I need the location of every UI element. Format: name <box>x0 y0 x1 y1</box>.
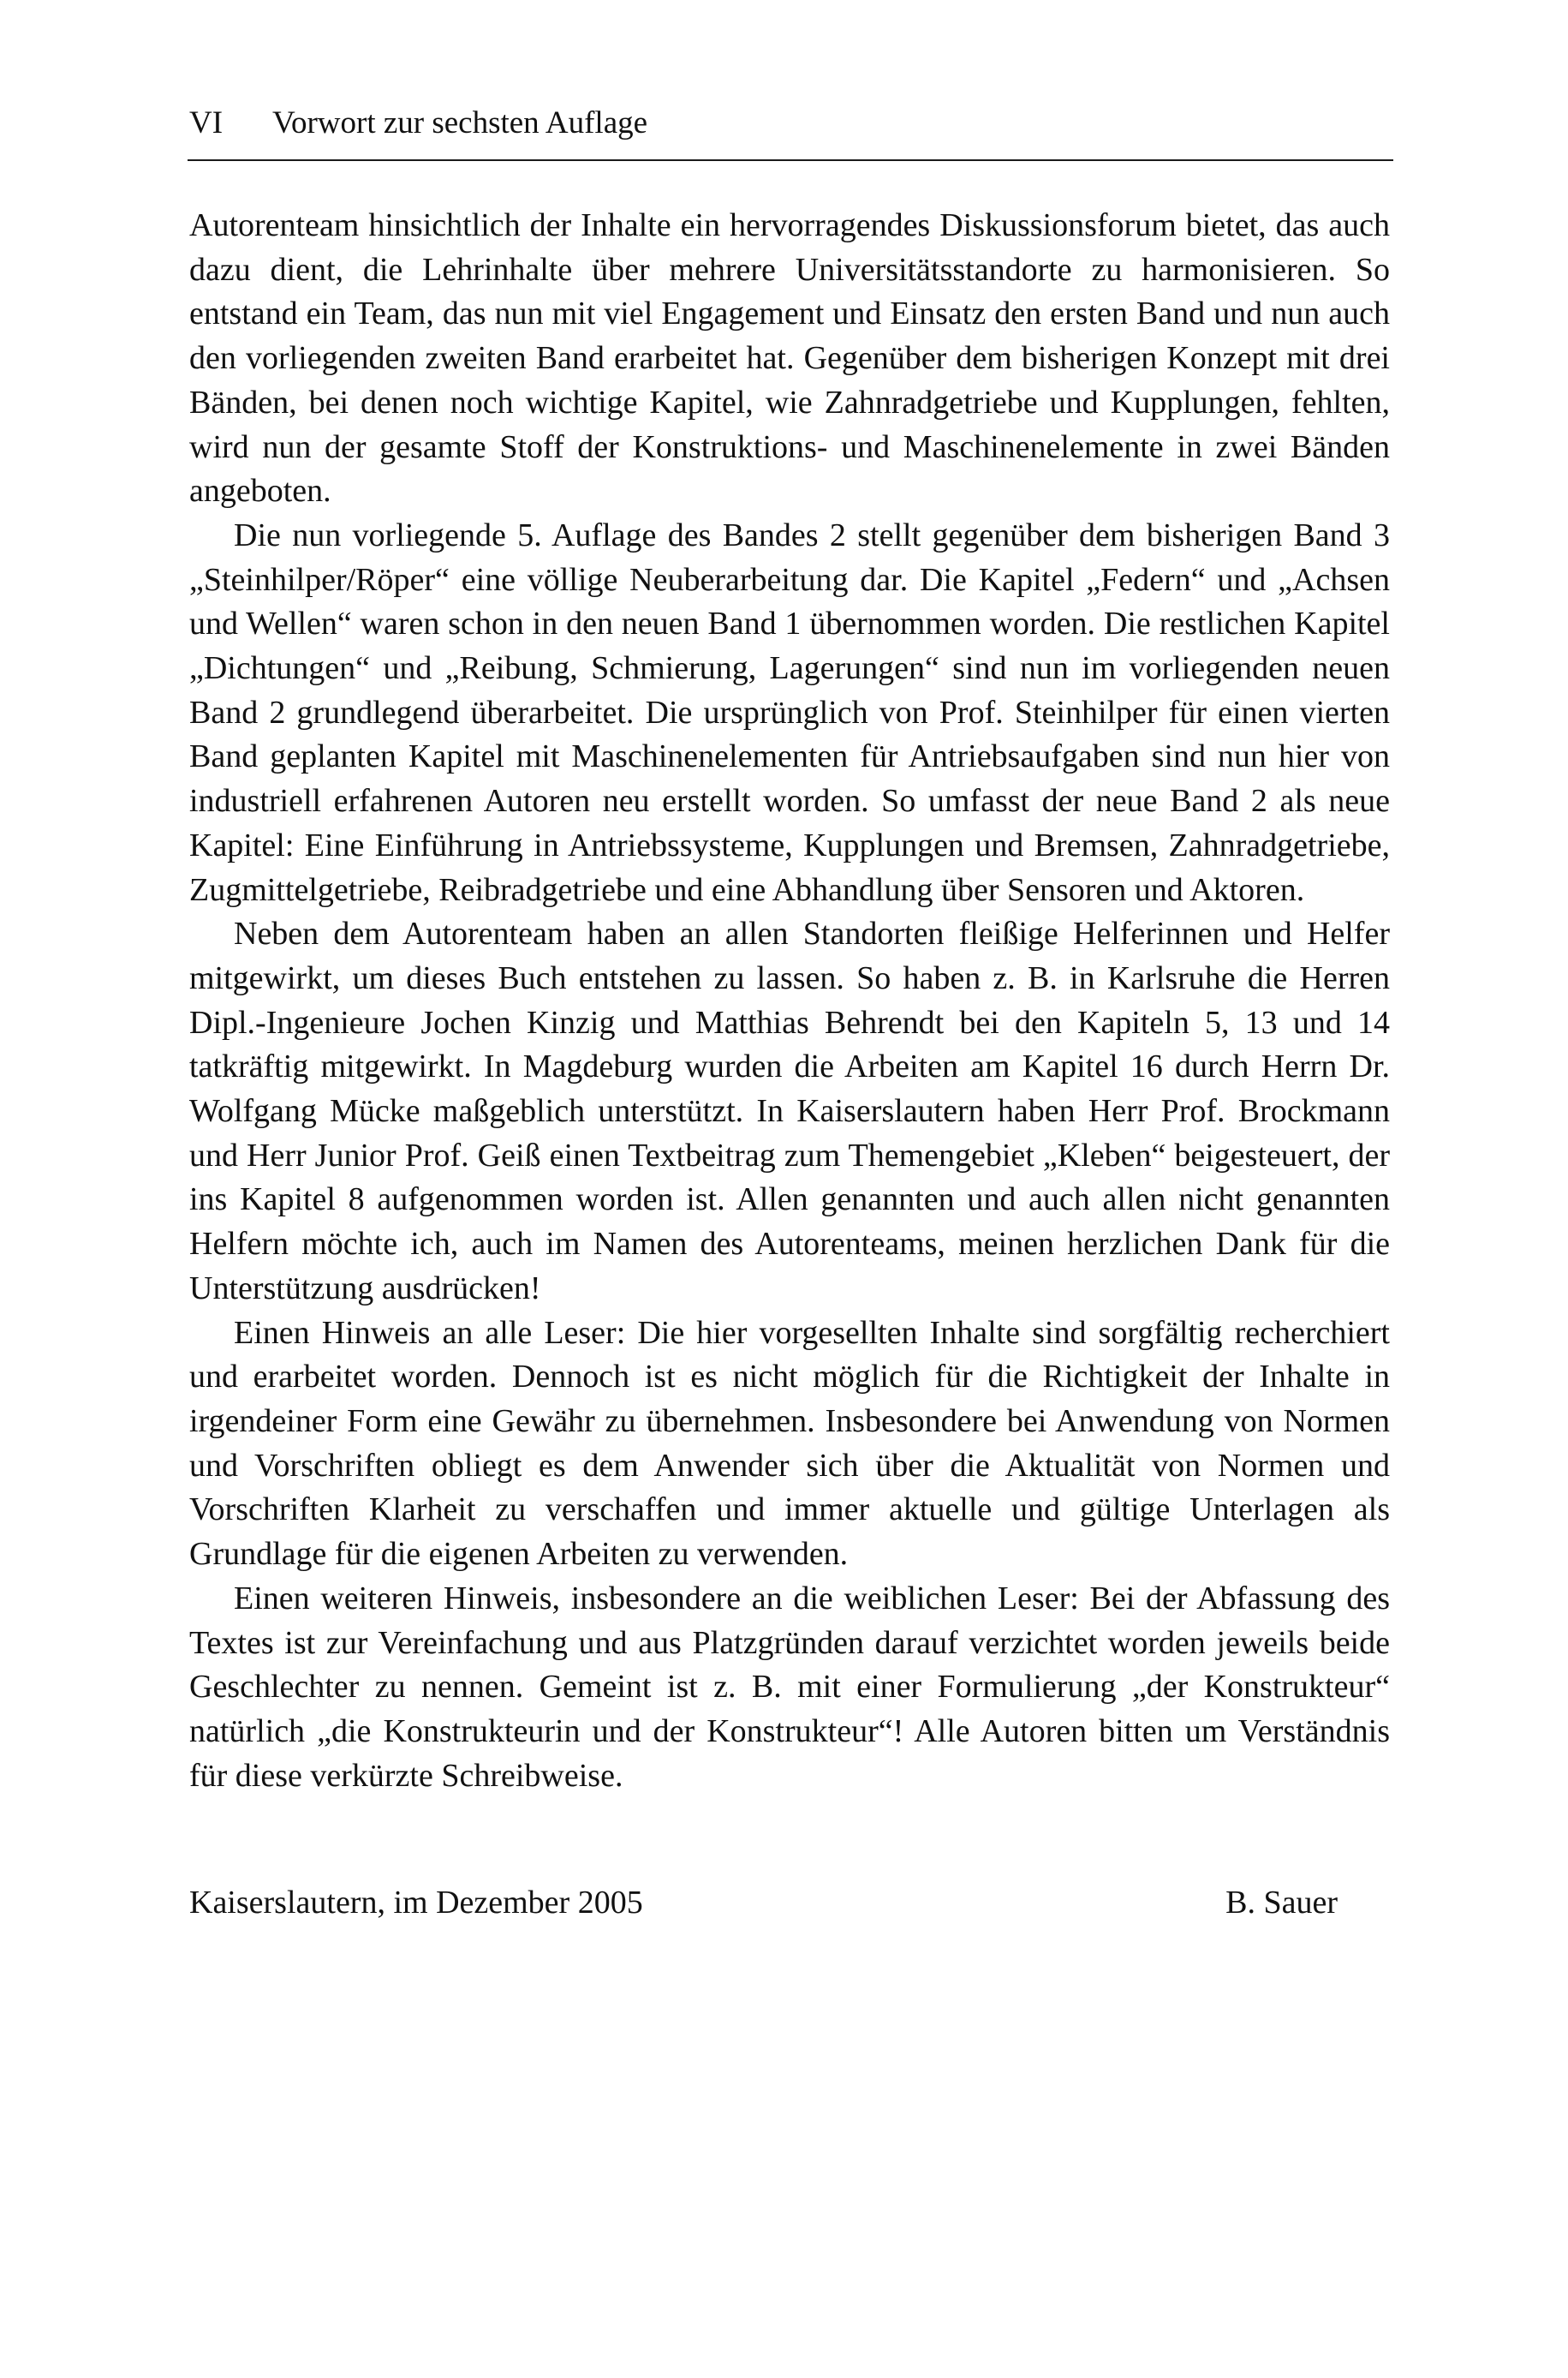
paragraph: Einen Hinweis an alle Leser: Die hier vorgesellten Inhalte sind sorgfältig recherchiert und erarbeitet worden. Dennoch ist es nicht möglich für die Richtigkeit der Inhalte in irgendeiner Form eine Gewähr zu übernehmen. Insbesondere bei Anwendung von Normen und Vorschriften obliegt es dem Anwender sich über die Aktualität von Normen und Vorschriften Klarheit zu verschaffen und immer aktuelle und gültige Unterlagen als Grundlage für die eigenen Arbeiten zu verwenden. <box>189 1314 1390 1573</box>
author-name: B. Sauer <box>1225 1885 1338 1921</box>
page-number: VI <box>189 105 224 140</box>
running-title: Vorwort zur sechsten Auflage <box>272 105 648 140</box>
signature-line <box>189 1880 1338 1925</box>
place-date: Kaiserslautern, im Dezember 2005 <box>189 1885 643 1921</box>
paragraph: Die nun vorliegende 5. Auflage des Bandes 2 stellt gegenüber dem bisherigen Band 3 „Steinhilper/Röper“ eine völlige Neuberarbeitung dar. Die Kapitel „Federn“ und „Achsen und Wellen“ waren schon in den neuen Band 1 übernommen worden. Die restlichen Kapitel „Dichtungen“ und „Reibung, Schmierung, Lagerungen“ sind nun im vorliegenden neuen Band 2 grundlegend überarbeitet. Die ursprünglich von Prof. Steinhilper für einen vierten Band geplanten Kapitel mit Maschinenelementen für Antriebsaufgaben sind nun hier von industriell erfahrenen Autoren neu erstellt worden. So umfasst der neue Band 2 als neue Kapitel: Eine Einführung in Antriebssysteme, Kupplungen und Bremsen, Zahnradgetriebe, Zugmittelgetriebe, Reibradgetriebe und eine Abhandlung über Sensoren und Aktoren. <box>189 517 1390 908</box>
running-head <box>189 105 647 142</box>
paragraph: Neben dem Autorenteam haben an allen Standorten fleißige Helferinnen und Helfer mitgewirkt, um dieses Buch entstehen zu lassen. So haben z. B. in Karlsruhe die Herren Dipl.-Ingenieure Jochen Kinzig und Matthias Behrendt bei den Kapiteln 5, 13 und 14 tatkräftig mitgewirkt. In Magdeburg wurden die Arbeiten am Kapitel 16 durch Herrn Dr. Wolfgang Mücke maßgeblich unterstützt. In Kaiserslautern haben Herr Prof. Brockmann und Herr Junior Prof. Geiß einen Textbeitrag zum Themengebiet „Kleben“ beigesteuert, der ins Kapitel 8 aufgenommen worden ist. Allen genannten und auch allen nicht genannten Helfern möchte ich, auch im Namen des Autorenteams, meinen herzlichen Dank für die Unterstützung ausdrücken! <box>189 916 1390 1306</box>
paragraph: Einen weiteren Hinweis, insbesondere an die weiblichen Leser: Bei der Abfassung des Textes ist zur Vereinfachung und aus Platzgründen darauf verzichtet worden jeweils beide Geschlechter zu nennen. Gemeint ist z. B. mit einer Formulierung „der Konstrukteur“ natürlich „die Konstrukteurin und der Konstrukteur“! Alle Autoren bitten um Verständnis für diese verkürzte Schreibweise. <box>189 1580 1390 1794</box>
header-rule <box>188 159 1393 161</box>
paragraph: Autorenteam hinsichtlich der Inhalte ein hervorragendes Diskussionsforum bietet, das auch dazu dient, die Lehrinhalte über mehrere Universitätsstandorte zu harmonisieren. So entstand ein Team, das nun mit viel Engagement und Einsatz den ersten Band und nun auch den vorliegenden zweiten Band erarbeitet hat. Gegenüber dem bisherigen Konzept mit drei Bänden, bei denen noch wichtige Kapitel, wie Zahnradgetriebe und Kupplungen, fehlten, wird nun der gesamte Stoff der Konstruktions- und Maschinenelemente in zwei Bänden angeboten. <box>189 207 1390 510</box>
body-text <box>189 204 1390 1798</box>
